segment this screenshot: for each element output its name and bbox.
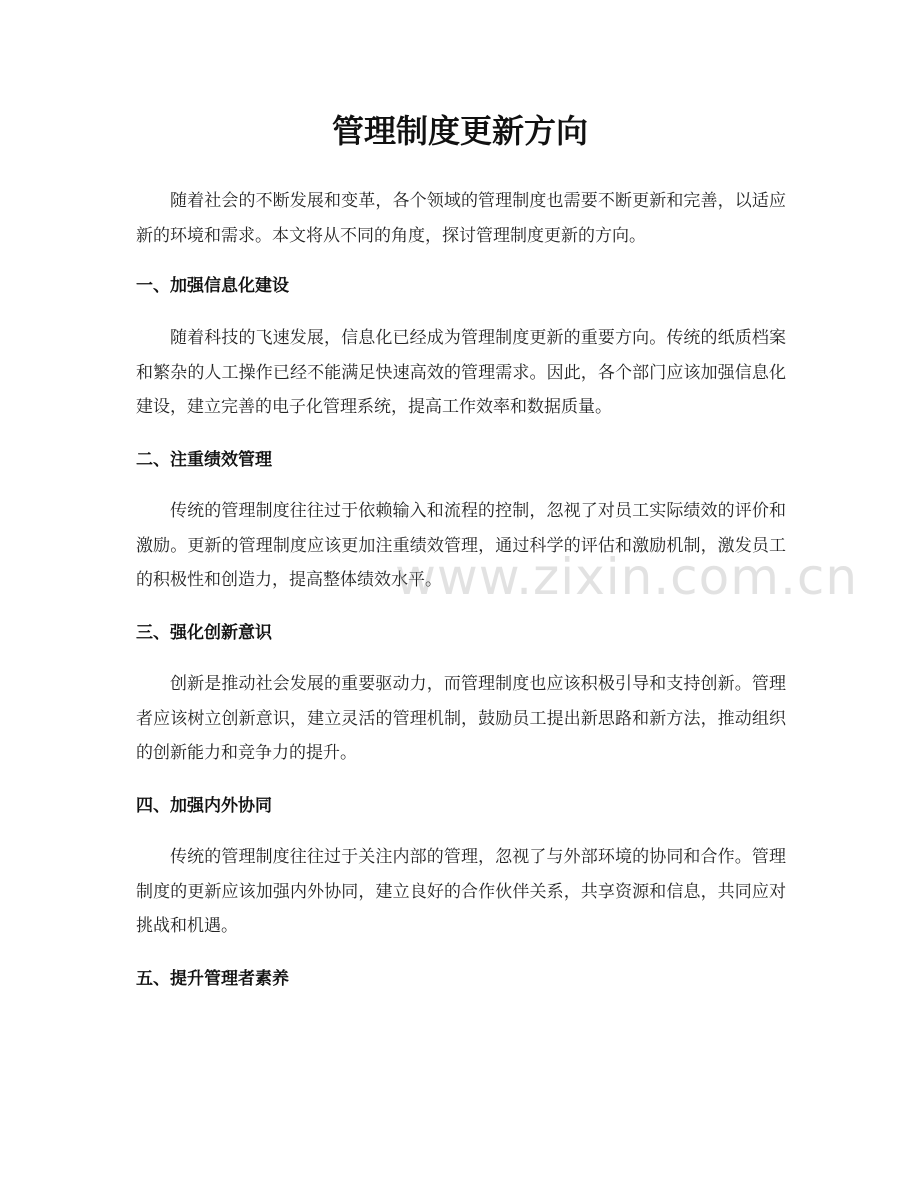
section-heading-5: 五、提升管理者素养 (136, 969, 289, 989)
section-heading-1: 一、加强信息化建设 (136, 276, 289, 296)
document-title: 管理制度更新方向 (331, 112, 588, 150)
watermark: www.zixin.com.cn (395, 548, 859, 606)
section-heading-2: 二、注重绩效管理 (136, 450, 272, 470)
section-heading-4: 四、加强内外协同 (136, 796, 272, 816)
section-body-4: 传统的管理制度往往过于关注内部的管理，忽视了与外部环境的协同和合作。管理制度的更新应该加强内外协同，建立良好的合作伙伴关系，共享资源和信息，共同应对挑战和机遇。 (136, 847, 786, 936)
section-heading-3: 三、强化创新意识 (136, 623, 272, 643)
section-body-2: 传统的管理制度往往过于依赖输入和流程的控制，忽视了对员工实际绩效的评价和激励。更新的管理制度应该更加注重绩效管理，通过科学的评估和激励机制，激发员工的积极性和创造力，提高整体绩效水平。 (136, 501, 786, 590)
section-body-1: 随着科技的飞速发展，信息化已经成为管理制度更新的重要方向。传统的纸质档案和繁杂的人工操作已经不能满足快速高效的管理需求。因此，各个部门应该加强信息化建设，建立完善的电子化管理系统，提高工作效率和数据质量。 (136, 328, 786, 417)
intro-paragraph: 随着社会的不断发展和变革，各个领域的管理制度也需要不断更新和完善，以适应新的环境和需求。本文将从不同的角度，探讨管理制度更新的方向。 (136, 191, 786, 246)
section-body-3: 创新是推动社会发展的重要驱动力，而管理制度也应该积极引导和支持创新。管理者应该树立创新意识，建立灵活的管理机制，鼓励员工提出新思路和新方法，推动组织的创新能力和竞争力的提升。 (136, 674, 786, 763)
